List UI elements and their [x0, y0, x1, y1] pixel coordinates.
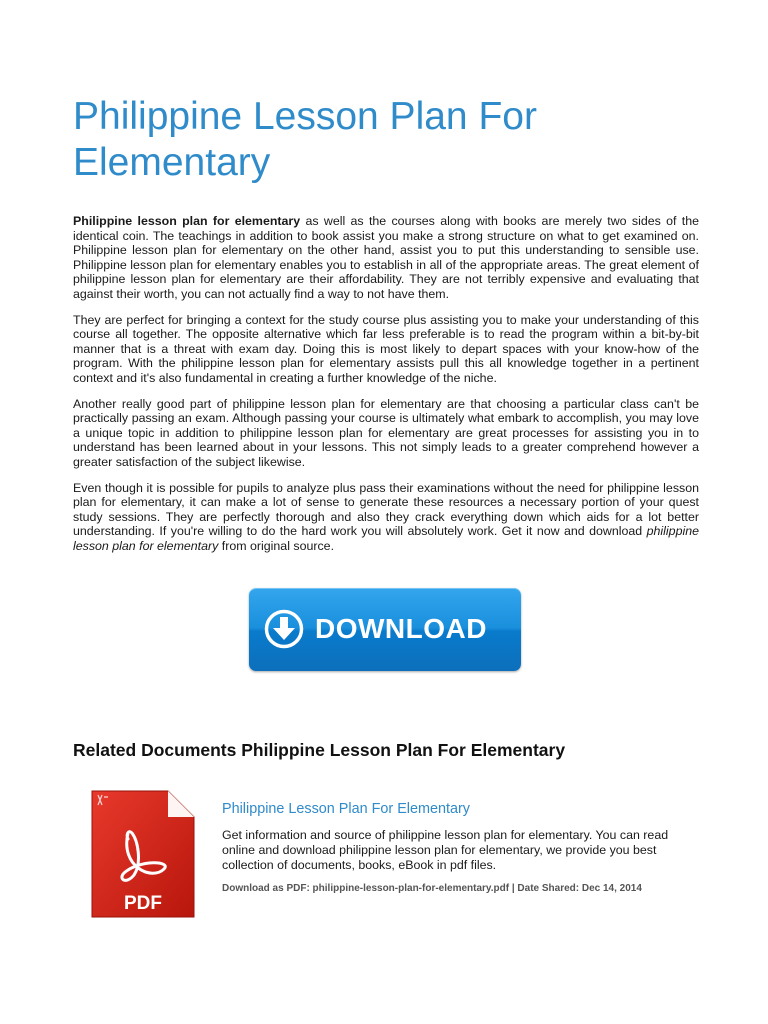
download-button-label: DOWNLOAD	[315, 613, 487, 644]
paragraph-2: They are perfect for bringing a context for the study course plus assisting you to make your understanding of this course all together. The opposite alternative which far less preferable is to read the program within a bit-by-bit manner that is a threat with exam day. Doing this is most likely to depart spaces with your know-how of the program. With the philippine lesson plan for elementary assists pull this all knowledge together in a pertinent context and it's also fundamental in creating a further knowledge of the niche.	[73, 312, 699, 385]
download-button[interactable]	[249, 588, 521, 671]
related-doc-description: Get information and source of philippine lesson plan for elementary. You can read online and download philippine lesson plan for elementary, we provide you best collection of documents, books, eBook in pdf files.	[222, 828, 669, 872]
pdf-file-icon	[90, 789, 196, 921]
keyword-italic: philippine lesson plan for elementary	[73, 524, 699, 553]
article-body	[73, 214, 699, 564]
paragraph-1-text: as well as the courses along with books are merely two sides of the identical coin. The teachings in addition to book assist you make a strong structure on what to get examined on. Philippine lesson plan for elementary on the other hand, assist you to put this understanding to sensible use. Philippine lesson plan for elementary enables you to establish in all of the appropriate areas. The great element of philippine lesson plan for elementary are their affordability. They are not terribly expensive and evaluating that against their worth, you can not actually find a way to not have them.	[73, 214, 699, 301]
paragraph-4-end: from original source.	[218, 538, 335, 553]
keyword-bold: Philippine lesson plan for elementary	[73, 214, 301, 228]
page-title: Philippine Lesson Plan For Elementary	[73, 95, 537, 184]
pdf-icon-label: PDF	[124, 893, 162, 914]
related-documents-heading: Related Documents Philippine Lesson Plan For Elementary	[73, 740, 566, 760]
paragraph-3: Another really good part of philippine lesson plan for elementary are that choosing a particular class can't be practically passing an exam. Although passing your course is ultimately what embark to accomplish, you may love a unique topic in addition to philippine lesson plan for elementary are great processes for assisting you in to understand has been learned about in your lessons. This not simply leads to a greater comprehend however a greater satisfaction of the subject likewise.	[73, 396, 699, 469]
paragraph-1	[73, 214, 699, 302]
related-doc-meta: Download as PDF: philippine-lesson-plan-for-elementary.pdf | Date Shared: Dec 14, 2014	[222, 883, 642, 894]
paragraph-4-text: Even though it is possible for pupils to analyze plus pass their examinations without the need for philippine lesson plan for elementary, it can make a lot of sense to generate these resources a necessary portion of your quest study sessions. They are perfectly thorough and also they crack everything down which aids for a lot better understanding. If you're willing to do the hard work you will absolutely work. Get it now and download	[73, 480, 699, 539]
related-doc-title-link[interactable]: Philippine Lesson Plan For Elementary	[222, 801, 470, 817]
download-arrow-icon	[263, 608, 305, 650]
paragraph-4	[73, 481, 699, 554]
